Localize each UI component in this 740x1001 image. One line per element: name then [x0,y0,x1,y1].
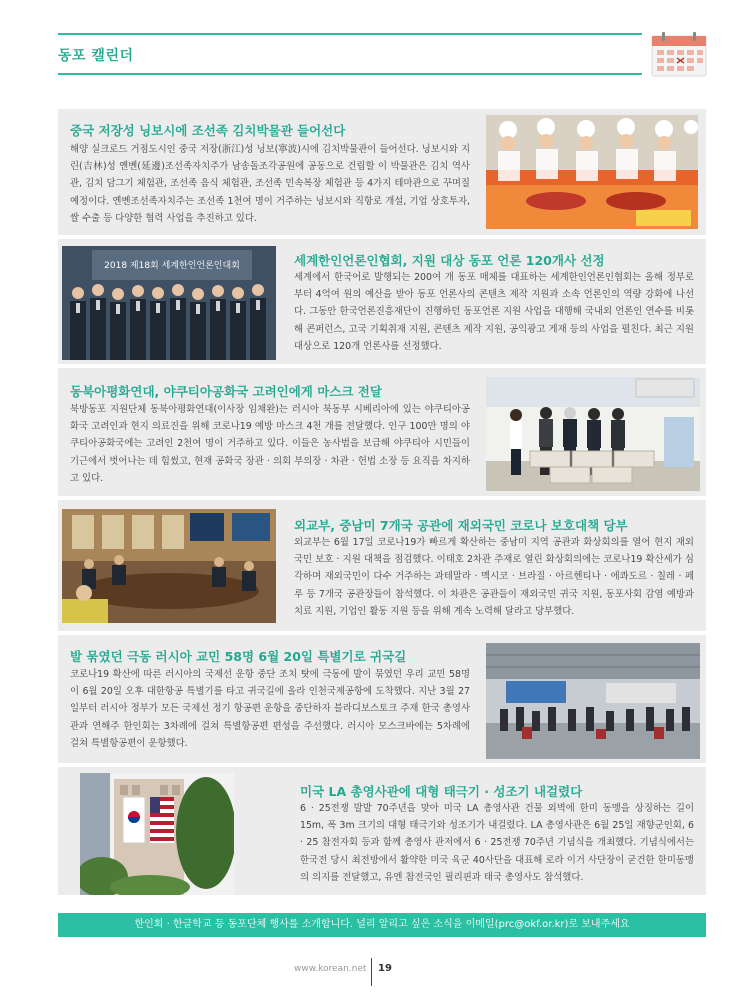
article-card [58,498,706,631]
section-header [58,33,642,75]
page-number: 19 [378,963,392,974]
article-title: 중국 저장성 닝보시에 조선족 김치박물관 들어선다 [70,123,346,138]
submission-banner: 한인회 · 한글학교 등 동포단체 행사를 소개합니다. 널리 알리고 싶은 소식을 이메일(prc@okf.or.kr)로 보내주세요 [58,913,706,937]
calendar-icon [650,30,708,78]
airport-terminal-photo [486,643,700,759]
article-body: 코로나19 확산에 따른 러시아의 국제선 운항 중단 조치 탓에 극동에 발이 묶였던 우리 교민 58명이 6월 20일 오후 대한항공 특별기를 타고 귀국길에 올라 인천국제공항에 도착했다. 지난 3월 27일부터 러시아 정부가 모든 국제선 정기 항공편 운항을 중단하자 블라디보스토크 주재 한국 총영사관과 연해주 한인회는 3차례에 걸쳐 특별항공편 편성을 주선했다. 러시아 모스크바에는 5차례에 걸쳐 특별항공편이 운항했다. [70,669,470,749]
mask-donation-photo [486,377,700,491]
article-body: 외교부는 6월 17일 코로나19가 빠르게 확산하는 중남미 지역 공관과 화상회의를 열어 현지 재외국민 보호 · 지원 대책을 점검했다. 이태호 2차관 주재로 열린 화상회의에는 코로나19 확산세가 심각하며 재외국민이 다수 거주하는 과테말라 · 멕시코 · 브라질 · 아르헨티나 · 에콰도르 · 칠레 · 페루 등 7개국 공관장들이 참석했다. 이 차관은 공관들이 재외국민 귀국 지원, 동포사회 감염 예방과 치료 지원, 기업인 활동 지원 등을 위해 계속 노력해 달라고 당부했다. [294,537,694,617]
svg-text:2018 제18회 세계한인언론인대회: 2018 제18회 세계한인언론인대회 [104,261,240,271]
consulate-flags-photo [80,773,234,895]
article-card [58,237,706,364]
article-body: 6 · 25전쟁 발발 70주년을 맞아 미국 LA 총영사관 건물 외벽에 한미 동맹을 상징하는 길이 15m, 폭 3m 크기의 대형 태극기와 성조기가 내걸렸다. LA 총영사관은 6월 25일 재향군인회, 6 · 25 참전자회 등과 함께 총영사 관저에서 6 · 25전쟁 70주년 기념식을 개최했다. 기념식에서는 한국전 당시 최전방에서 활약한 미국 육군 40사단을 대표해 로라 이거 사단장이 굳건한 한미동맹의 의지를 전달했고, 유엔 참전국인 필리핀과 태국 총영사도 참석했다. [300,803,694,883]
journalists-conference-photo [62,246,276,360]
header-rule-top [58,33,642,35]
article-title: 세계한인언론인협회, 지원 대상 동포 언론 120개사 선정 [294,253,605,268]
article-title: 동북아평화연대, 야쿠티아공화국 고려인에게 마스크 전달 [70,384,382,399]
article-card [58,366,706,496]
footer-divider [371,958,372,986]
header-rule-bottom [58,73,642,75]
section-title: 동포 캘린더 [58,48,134,64]
kimchi-event-photo [486,115,698,229]
video-conference-photo [62,509,276,623]
footer-site-url: www.korean.net [294,964,367,974]
article-card [58,633,706,763]
article-title: 외교부, 중남미 7개국 공관에 재외국민 코로나 보호대책 당부 [294,518,628,533]
article-body: 세계에서 한국어로 발행되는 200여 개 동포 매체를 대표하는 세계한인언론인협회는 올해 정부로부터 4억여 원의 예산을 받아 동포 언론사의 콘텐츠 제작 지원과 소속 언론인의 역량 강화에 나선다. 그동안 한국언론진흥재단이 진행하던 동포언론 지원 사업을 대행해 국내외 언론인 연수를 비롯해 콘퍼런스, 고국 기획취재 지원, 콘텐츠 제작 지원, 공익광고 게재 등의 사업을 펼친다. 최근 지원 대상으로 120개 언론사를 선정했다. [294,272,694,352]
article-title: 발 묶였던 극동 러시아 교민 58명 6월 20일 특별기로 귀국길 [70,649,407,664]
article-card [58,107,706,235]
article-title: 미국 LA 총영사관에 대형 태극기 · 성조기 내걸렸다 [300,784,583,799]
article-body: 북방동포 지원단체 동북아평화연대(이사장 임채완)는 러시아 북동부 시베리아에 있는 야쿠티아공화국 고려인과 현지 의료진을 위해 코로나19 예방 마스크 4천 개를 전달했다. 인구 100만 명의 야쿠티아공화국에는 고려인 2천여 명이 거주하고 있다. 이들은 농사법을 보급해 야쿠티아 시민들이 기근에서 벗어나는 데 힘썼고, 현재 공화국 장관 · 의회 부의장 · 차관 · 헌법 소장 등 요직을 차지하고 있다. [70,404,470,484]
article-card [58,765,706,895]
article-body: 해양 실크로드 거점도시인 중국 저장(浙江)성 닝보(寧波)시에 김치박물관이 들어선다. 닝보시와 지린(吉林)성 옌볜(延邊)조선족자치주가 남송돌조각공원에 공동으로 건립할 이 박물관은 김치 역사관, 김치 담그기 체험관, 조선족 음식 체험관, 조선족 민속복장 체험관 등 4가지 테마관으로 꾸며질 예정이다. 옌볜조선족자치주는 조선족 1천여 명이 거주하는 닝보시와 직항로 개설, 기업 상호투자, 쌀 수출 등 다양한 협력 사업을 추진하고 있다. [70,144,470,224]
